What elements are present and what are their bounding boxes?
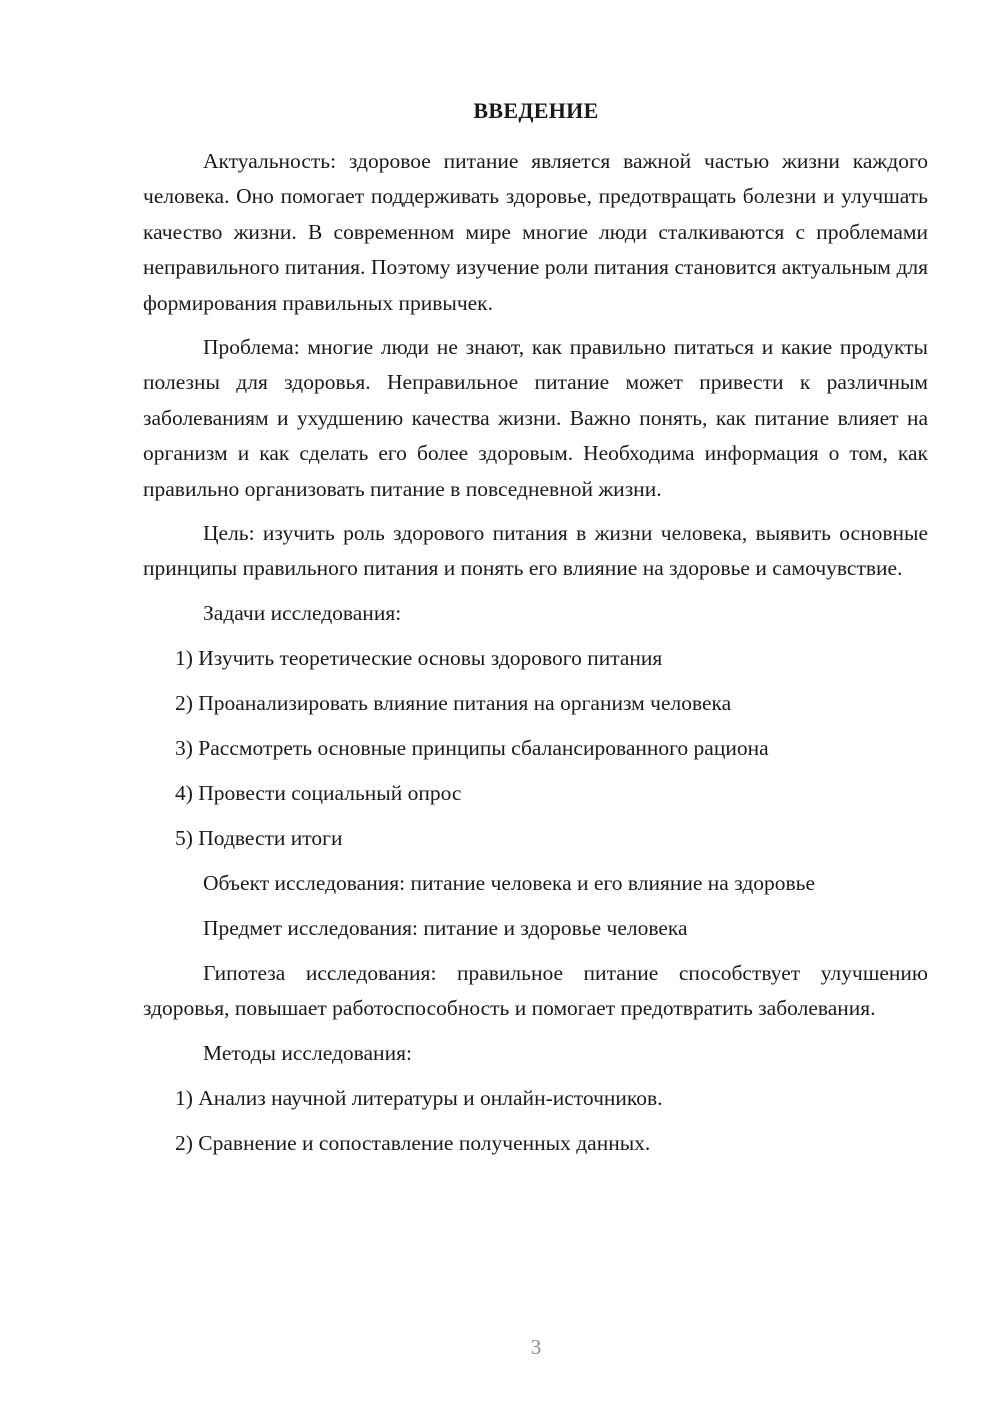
problem-paragraph: Проблема: многие люди не знают, как правильно питаться и какие продукты полезны для здоровья. Неправильное питание может привести к различным заболеваниям и ухудшению качества жизни. Важно понять, как питание влияет на организм и как сделать его более здоровым. Необходима информация о том, как правильно организовать питание в повседневной жизни. bbox=[143, 335, 928, 501]
tasks-title: Задачи исследования: bbox=[203, 600, 402, 625]
list-item: 2) Проанализировать влияние питания на организм человека bbox=[175, 690, 732, 715]
list-item: 5) Подвести итоги bbox=[175, 825, 343, 850]
tasks-list bbox=[143, 641, 928, 856]
relevance-paragraph: Актуальность: здоровое питание является важной частью жизни каждого человека. Оно помогает поддерживать здоровье, предотвращать болезни и улучшать качество жизни. В современном мире многие люди сталкиваются с проблемами неправильного питания. Поэтому изучение роли питания становится актуальным для формирования правильных привычек. bbox=[143, 149, 928, 315]
hypothesis-paragraph: Гипотеза исследования: правильное питание способствует улучшению здоровья, повышает работоспособность и помогает предотвратить заболевания. bbox=[143, 960, 928, 1021]
goal-paragraph: Цель: изучить роль здорового питания в жизни человека, выявить основные принципы правильного питания и понять его влияние на здоровье и самочувствие. bbox=[143, 521, 928, 581]
list-item: 1) Изучить теоретические основы здорового питания bbox=[175, 645, 663, 670]
page-number: 3 bbox=[530, 1335, 542, 1359]
list-item: 3) Рассмотреть основные принципы сбалансированного рациона bbox=[175, 735, 769, 760]
object-paragraph: Объект исследования: питание человека и его влияние на здоровье bbox=[203, 870, 816, 895]
list-item: 1) Анализ научной литературы и онлайн-источников. bbox=[175, 1085, 663, 1110]
methods-title: Методы исследования: bbox=[203, 1040, 412, 1065]
methods-list bbox=[143, 1081, 928, 1161]
subject-paragraph: Предмет исследования: питание и здоровье человека bbox=[203, 915, 688, 940]
list-item: 4) Провести социальный опрос bbox=[175, 780, 462, 805]
list-item: 2) Сравнение и сопоставление полученных данных. bbox=[175, 1130, 651, 1155]
section-heading: ВВЕДЕНИЕ bbox=[473, 98, 599, 123]
document-body bbox=[143, 144, 928, 1171]
